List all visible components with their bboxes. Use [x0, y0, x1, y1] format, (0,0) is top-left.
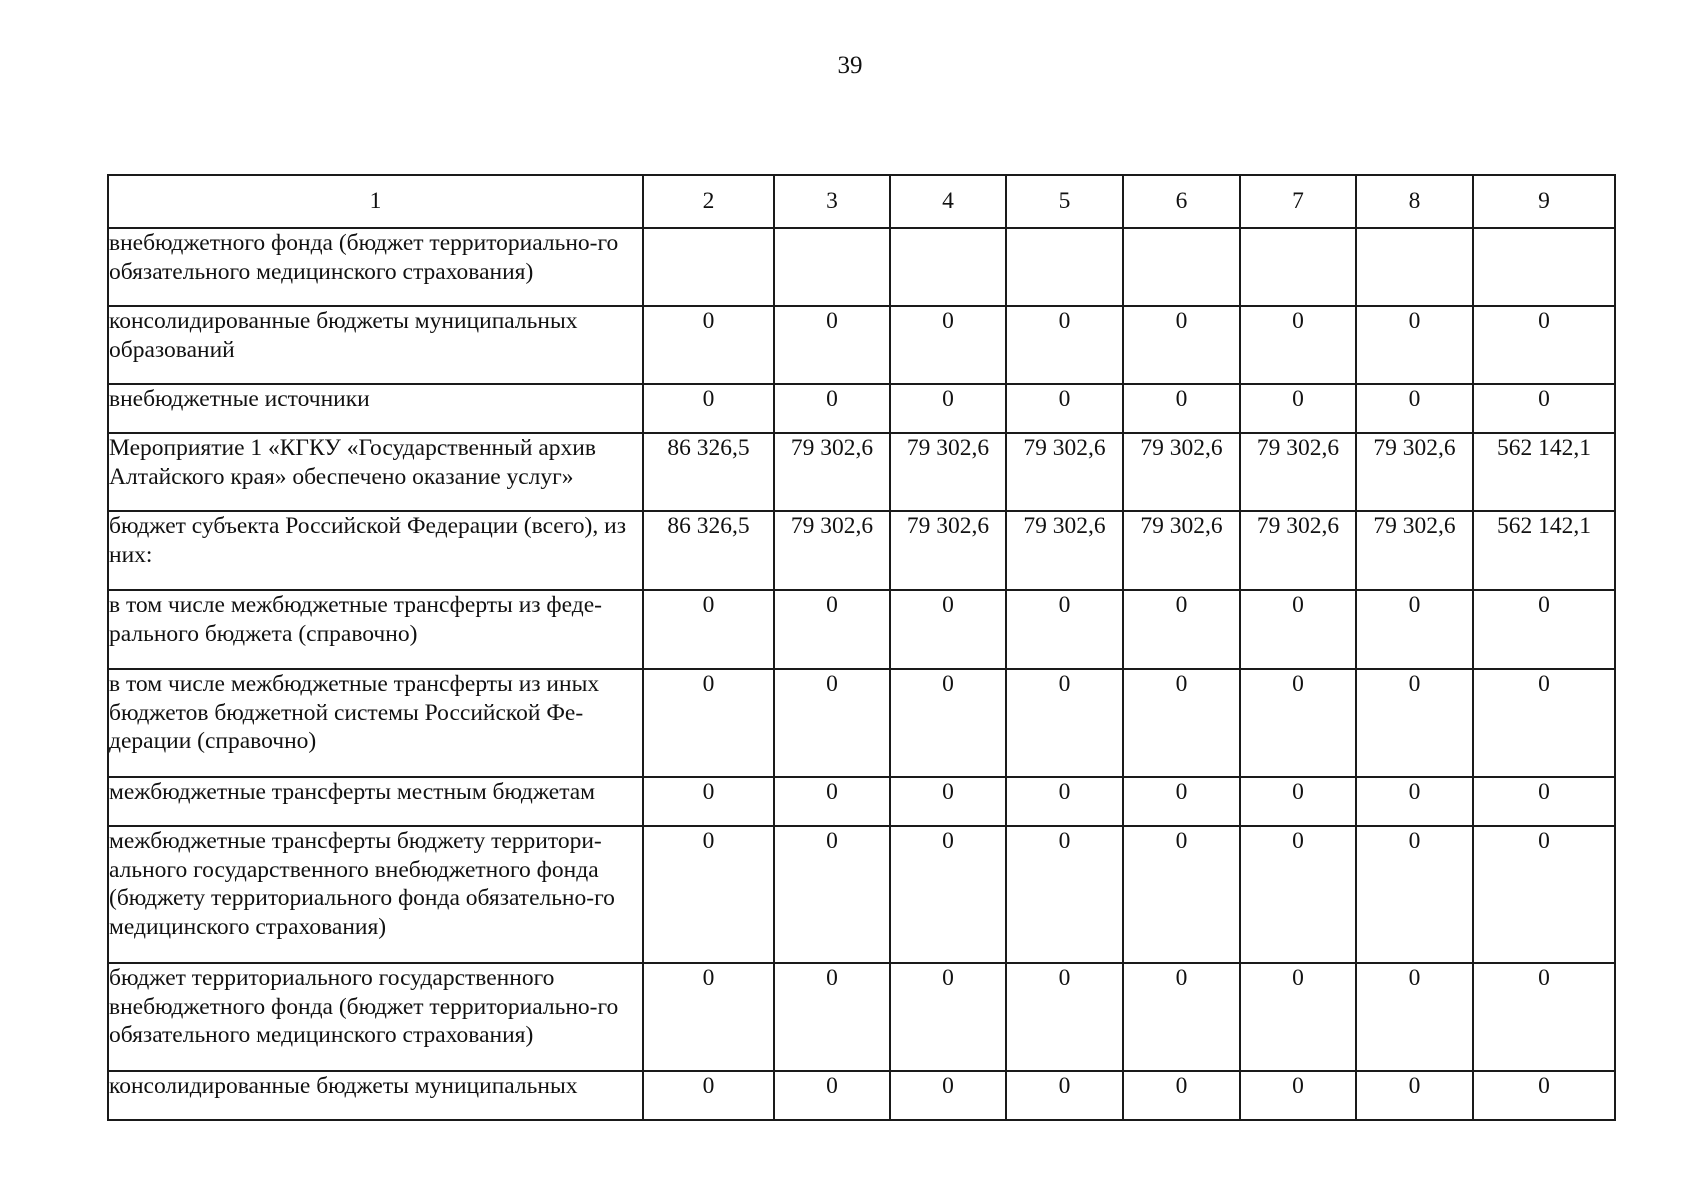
table-cell: 0	[1356, 384, 1473, 433]
table-cell: 0	[774, 669, 890, 777]
table-cell: 79 302,6	[1240, 433, 1356, 511]
table-cell: 0	[1356, 963, 1473, 1071]
table-cell: 79 302,6	[1006, 433, 1123, 511]
table-cell: 0	[890, 384, 1006, 433]
table-cell: 0	[1123, 826, 1240, 963]
row-label: в том числе межбюджетные трансферты из иных бюджетов бюджетной системы Российской Фе-дерации (справочно)	[108, 669, 643, 777]
table-cell: 0	[1473, 306, 1615, 384]
table-cell: 0	[890, 1071, 1006, 1120]
table-cell: 0	[1240, 590, 1356, 669]
table-cell: 0	[1006, 590, 1123, 669]
table-cell: 79 302,6	[1356, 433, 1473, 511]
table-cell: 79 302,6	[890, 433, 1006, 511]
column-header: 4	[890, 175, 1006, 228]
column-header: 5	[1006, 175, 1123, 228]
row-label: бюджет субъекта Российской Федерации (всего), из них:	[108, 511, 643, 590]
table-cell: 0	[1006, 306, 1123, 384]
table-cell: 0	[643, 669, 774, 777]
row-label: в том числе межбюджетные трансферты из феде-рального бюджета (справочно)	[108, 590, 643, 669]
table-cell: 79 302,6	[1240, 511, 1356, 590]
row-label: Мероприятие 1 «КГКУ «Государственный архив Алтайского края» обеспечено оказание услуг»	[108, 433, 643, 511]
row-label: межбюджетные трансферты местным бюджетам	[108, 777, 643, 826]
table-row	[108, 963, 1615, 1071]
column-header: 3	[774, 175, 890, 228]
table-row	[108, 306, 1615, 384]
table-cell: 0	[1356, 590, 1473, 669]
table-cell: 0	[1006, 777, 1123, 826]
table-cell	[1006, 228, 1123, 306]
row-label: межбюджетные трансферты бюджету территори-ального государственного внебюджетного фонда (бюджету территориального фонда обязательно-го медицинского страхования)	[108, 826, 643, 963]
table-cell: 0	[1473, 590, 1615, 669]
table-cell: 562 142,1	[1473, 511, 1615, 590]
table-row	[108, 1071, 1615, 1120]
table-cell: 79 302,6	[1356, 511, 1473, 590]
table-cell: 0	[1123, 963, 1240, 1071]
table-cell: 0	[1473, 826, 1615, 963]
table-cell: 79 302,6	[890, 511, 1006, 590]
column-header: 6	[1123, 175, 1240, 228]
table-cell: 0	[1473, 1071, 1615, 1120]
table-cell: 0	[643, 384, 774, 433]
table-cell	[1356, 228, 1473, 306]
table-cell: 0	[1006, 669, 1123, 777]
table-cell	[774, 228, 890, 306]
table-cell	[1240, 228, 1356, 306]
table-cell: 0	[643, 306, 774, 384]
table-cell: 0	[1240, 826, 1356, 963]
table-cell: 0	[1123, 590, 1240, 669]
table-cell: 79 302,6	[774, 511, 890, 590]
table-cell: 0	[1240, 669, 1356, 777]
table-cell	[1473, 228, 1615, 306]
table-row	[108, 826, 1615, 963]
table-cell: 79 302,6	[1123, 433, 1240, 511]
table-row	[108, 669, 1615, 777]
table-cell: 86 326,5	[643, 433, 774, 511]
row-label: внебюджетные источники	[108, 384, 643, 433]
table-cell: 0	[1240, 306, 1356, 384]
table-header-row	[108, 175, 1615, 228]
table-cell: 0	[1356, 826, 1473, 963]
table-cell: 0	[1006, 1071, 1123, 1120]
row-label: бюджет территориального государственного внебюджетного фонда (бюджет территориально-го обязательного медицинского страхования)	[108, 963, 643, 1071]
table-cell: 0	[890, 963, 1006, 1071]
table-cell: 0	[774, 384, 890, 433]
table-cell: 0	[1473, 777, 1615, 826]
row-label: внебюджетного фонда (бюджет территориально-го обязательного медицинского страхования)	[108, 228, 643, 306]
table-cell: 0	[1006, 384, 1123, 433]
table-row	[108, 433, 1615, 511]
table-cell: 0	[1473, 384, 1615, 433]
table-cell: 0	[643, 777, 774, 826]
column-header: 7	[1240, 175, 1356, 228]
table-row	[108, 228, 1615, 306]
table-cell: 0	[890, 669, 1006, 777]
table-row	[108, 777, 1615, 826]
table-cell: 0	[643, 826, 774, 963]
table-cell: 0	[774, 777, 890, 826]
row-label: консолидированные бюджеты муниципальных	[108, 1071, 643, 1120]
table-cell: 0	[890, 826, 1006, 963]
table-cell: 0	[1473, 669, 1615, 777]
table-cell: 0	[774, 590, 890, 669]
table-cell: 79 302,6	[1123, 511, 1240, 590]
table-cell: 0	[774, 306, 890, 384]
table-cell: 0	[1473, 963, 1615, 1071]
column-header: 1	[108, 175, 643, 228]
table-cell: 0	[1123, 1071, 1240, 1120]
table-cell: 0	[890, 777, 1006, 826]
table-cell: 0	[1006, 826, 1123, 963]
table-cell	[643, 228, 774, 306]
table-cell: 0	[643, 590, 774, 669]
table-cell: 0	[1240, 1071, 1356, 1120]
table-row	[108, 590, 1615, 669]
table-cell: 0	[1123, 669, 1240, 777]
table-row	[108, 511, 1615, 590]
table-row	[108, 384, 1615, 433]
budget-table	[107, 174, 1616, 1121]
column-header: 2	[643, 175, 774, 228]
table-cell: 0	[643, 963, 774, 1071]
table-cell: 0	[774, 1071, 890, 1120]
column-header: 8	[1356, 175, 1473, 228]
table-cell: 0	[643, 1071, 774, 1120]
table-cell: 0	[1123, 777, 1240, 826]
table-cell: 0	[1006, 963, 1123, 1071]
table-cell: 79 302,6	[774, 433, 890, 511]
table-cell: 0	[1123, 306, 1240, 384]
row-label: консолидированные бюджеты муниципальных образований	[108, 306, 643, 384]
table-cell: 0	[1356, 777, 1473, 826]
table-cell: 562 142,1	[1473, 433, 1615, 511]
table-cell	[890, 228, 1006, 306]
page-number: 39	[837, 52, 863, 79]
table-cell: 0	[1240, 963, 1356, 1071]
table-cell: 0	[774, 963, 890, 1071]
table-cell: 0	[1240, 384, 1356, 433]
table-cell: 0	[890, 590, 1006, 669]
table-cell: 0	[1356, 669, 1473, 777]
column-header: 9	[1473, 175, 1615, 228]
table-cell: 86 326,5	[643, 511, 774, 590]
table-cell: 0	[890, 306, 1006, 384]
table-cell: 0	[1356, 1071, 1473, 1120]
table-cell	[1123, 228, 1240, 306]
table-cell: 0	[1356, 306, 1473, 384]
table-cell: 79 302,6	[1006, 511, 1123, 590]
table-cell: 0	[774, 826, 890, 963]
table-cell: 0	[1240, 777, 1356, 826]
table-cell: 0	[1123, 384, 1240, 433]
